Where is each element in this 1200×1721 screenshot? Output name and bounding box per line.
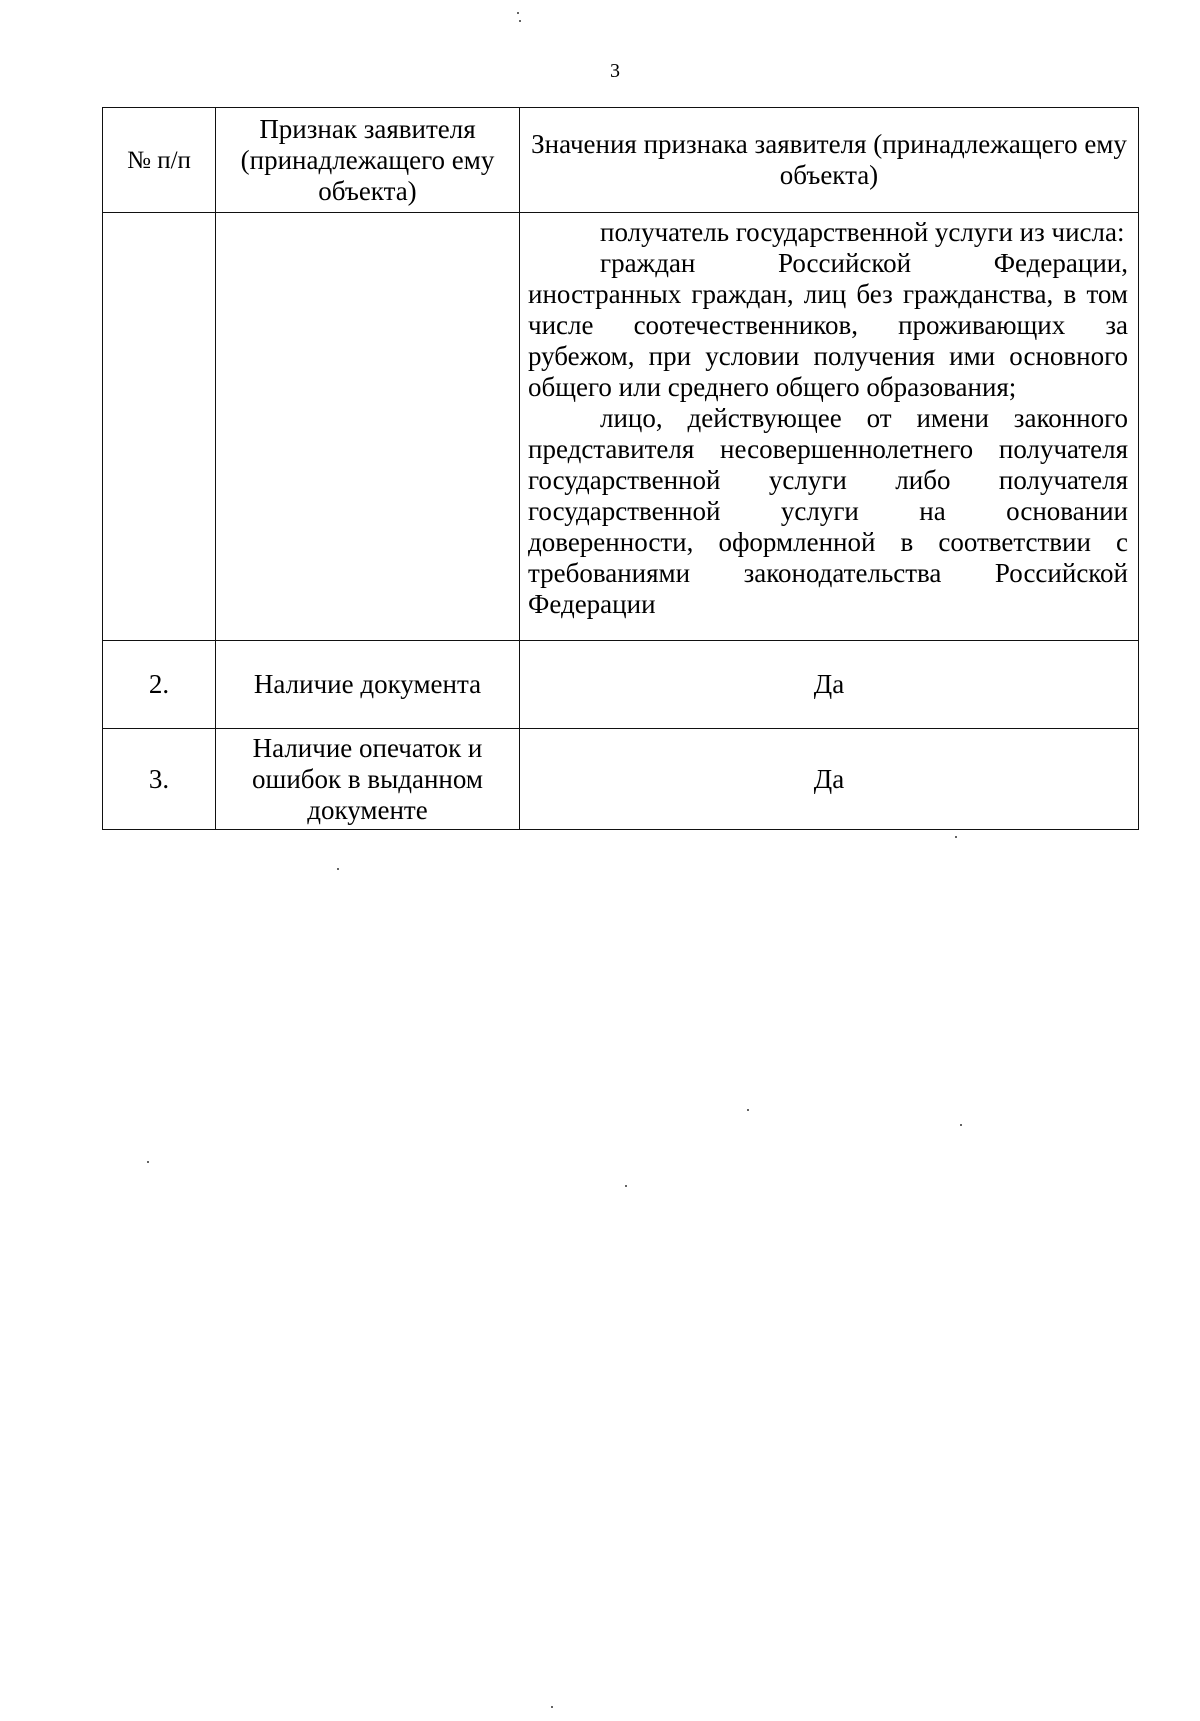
scan-speck — [337, 868, 339, 870]
scan-speck — [625, 1185, 627, 1187]
value-paragraph: лицо, действующее от имени законного представителя несовершеннолетнего получателя государственной услуги либо получателя государственной услуги на основании доверенности, оформленной в соответствии с требованиями законодательства Российской Федерации — [528, 403, 1128, 619]
table-row — [103, 213, 1139, 641]
scan-speck — [955, 836, 957, 838]
header-value: Значения признака заявителя (принадлежащего ему объекта) — [520, 108, 1139, 213]
row-3-attribute: Наличие опечаток и ошибок в выданном документе — [216, 729, 520, 830]
row-3-value: Да — [520, 729, 1139, 830]
row-1-number — [103, 213, 216, 641]
table-row — [103, 729, 1139, 830]
scan-speck — [517, 12, 519, 14]
scan-speck — [147, 1161, 149, 1163]
row-3-number: 3. — [103, 729, 216, 830]
page-number: 3 — [610, 60, 620, 82]
scan-speck — [747, 1109, 749, 1111]
row-2-attribute: Наличие документа — [216, 641, 520, 729]
row-1-attribute — [216, 213, 520, 641]
table-row — [103, 641, 1139, 729]
scan-speck — [519, 20, 521, 22]
row-2-value: Да — [520, 641, 1139, 729]
header-attribute: Признак заявителя (принадлежащего ему объекта) — [216, 108, 520, 213]
attributes-table — [102, 107, 1139, 830]
row-1-value — [520, 213, 1139, 641]
value-paragraph: получатель государственной услуги из числа: — [600, 217, 1125, 247]
scan-speck — [551, 1706, 553, 1708]
table-header-row — [103, 108, 1139, 213]
value-paragraph: граждан Российской Федерации, иностранных граждан, лиц без гражданства, в том числе соотечественников, проживающих за рубежом, при условии получения ими основного общего или среднего общего образования; — [528, 248, 1128, 402]
scan-speck — [960, 1124, 962, 1126]
header-number: № п/п — [103, 108, 216, 213]
row-2-number: 2. — [103, 641, 216, 729]
